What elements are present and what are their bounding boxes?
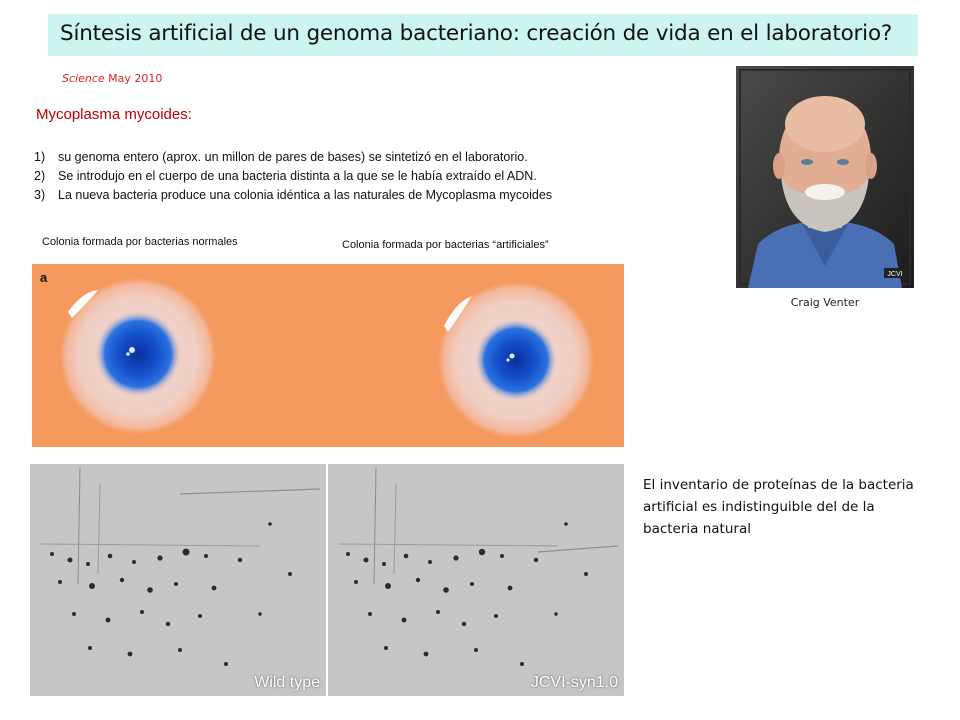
slide-title: Síntesis artificial de un genoma bacteriano: creación de vida en el laboratorio? xyxy=(60,21,893,46)
source-citation xyxy=(62,72,162,85)
title-bar xyxy=(48,14,918,56)
list-text: su genoma entero (aprox. un millon de pares de bases) se sintetizó en el laboratorio. xyxy=(58,150,528,164)
source-date: May 2010 xyxy=(108,72,163,85)
list-text: Se introdujo en el cuerpo de una bacteria distinta a la que se le había extraído el ADN. xyxy=(58,169,537,183)
proteome-note: El inventario de proteínas de la bacteria artificial es indistinguible del de la bacteria natural xyxy=(643,477,914,537)
colony-illustration xyxy=(32,264,624,447)
portrait-illustration xyxy=(736,66,914,288)
list-item xyxy=(34,167,552,186)
gel-wild-type xyxy=(30,464,326,696)
source-journal: Science xyxy=(62,72,105,85)
points-list xyxy=(34,148,552,205)
gel-label-jcvi-syn: JCVI-syn1.0 xyxy=(530,674,618,691)
caption-normal-colony: Colonia formada por bacterias normales xyxy=(42,236,238,248)
caption-artificial-colony: Colonia formada por bacterias “artificiales” xyxy=(342,239,549,251)
panel-letter: a xyxy=(40,270,48,285)
gel-jcvi-syn xyxy=(328,464,624,696)
list-item xyxy=(34,148,552,167)
colony-comparison-image xyxy=(32,264,624,447)
photo-caption: Craig Venter xyxy=(790,296,860,309)
gel-label-wild-type: Wild type xyxy=(254,674,320,691)
portrait-photo xyxy=(736,66,914,288)
list-number: 1) xyxy=(34,150,46,164)
list-text: La nueva bacteria produce una colonia idéntica a las naturales de Mycoplasma mycoides xyxy=(58,188,553,202)
list-item xyxy=(34,186,552,205)
gel-spots-right xyxy=(328,464,624,696)
photo-badge: JCVI xyxy=(887,271,903,278)
list-number: 2) xyxy=(34,169,46,183)
gel-spots-left xyxy=(30,464,326,696)
organism-name: Mycoplasma mycoides: xyxy=(36,106,192,123)
list-number: 3) xyxy=(34,188,46,202)
